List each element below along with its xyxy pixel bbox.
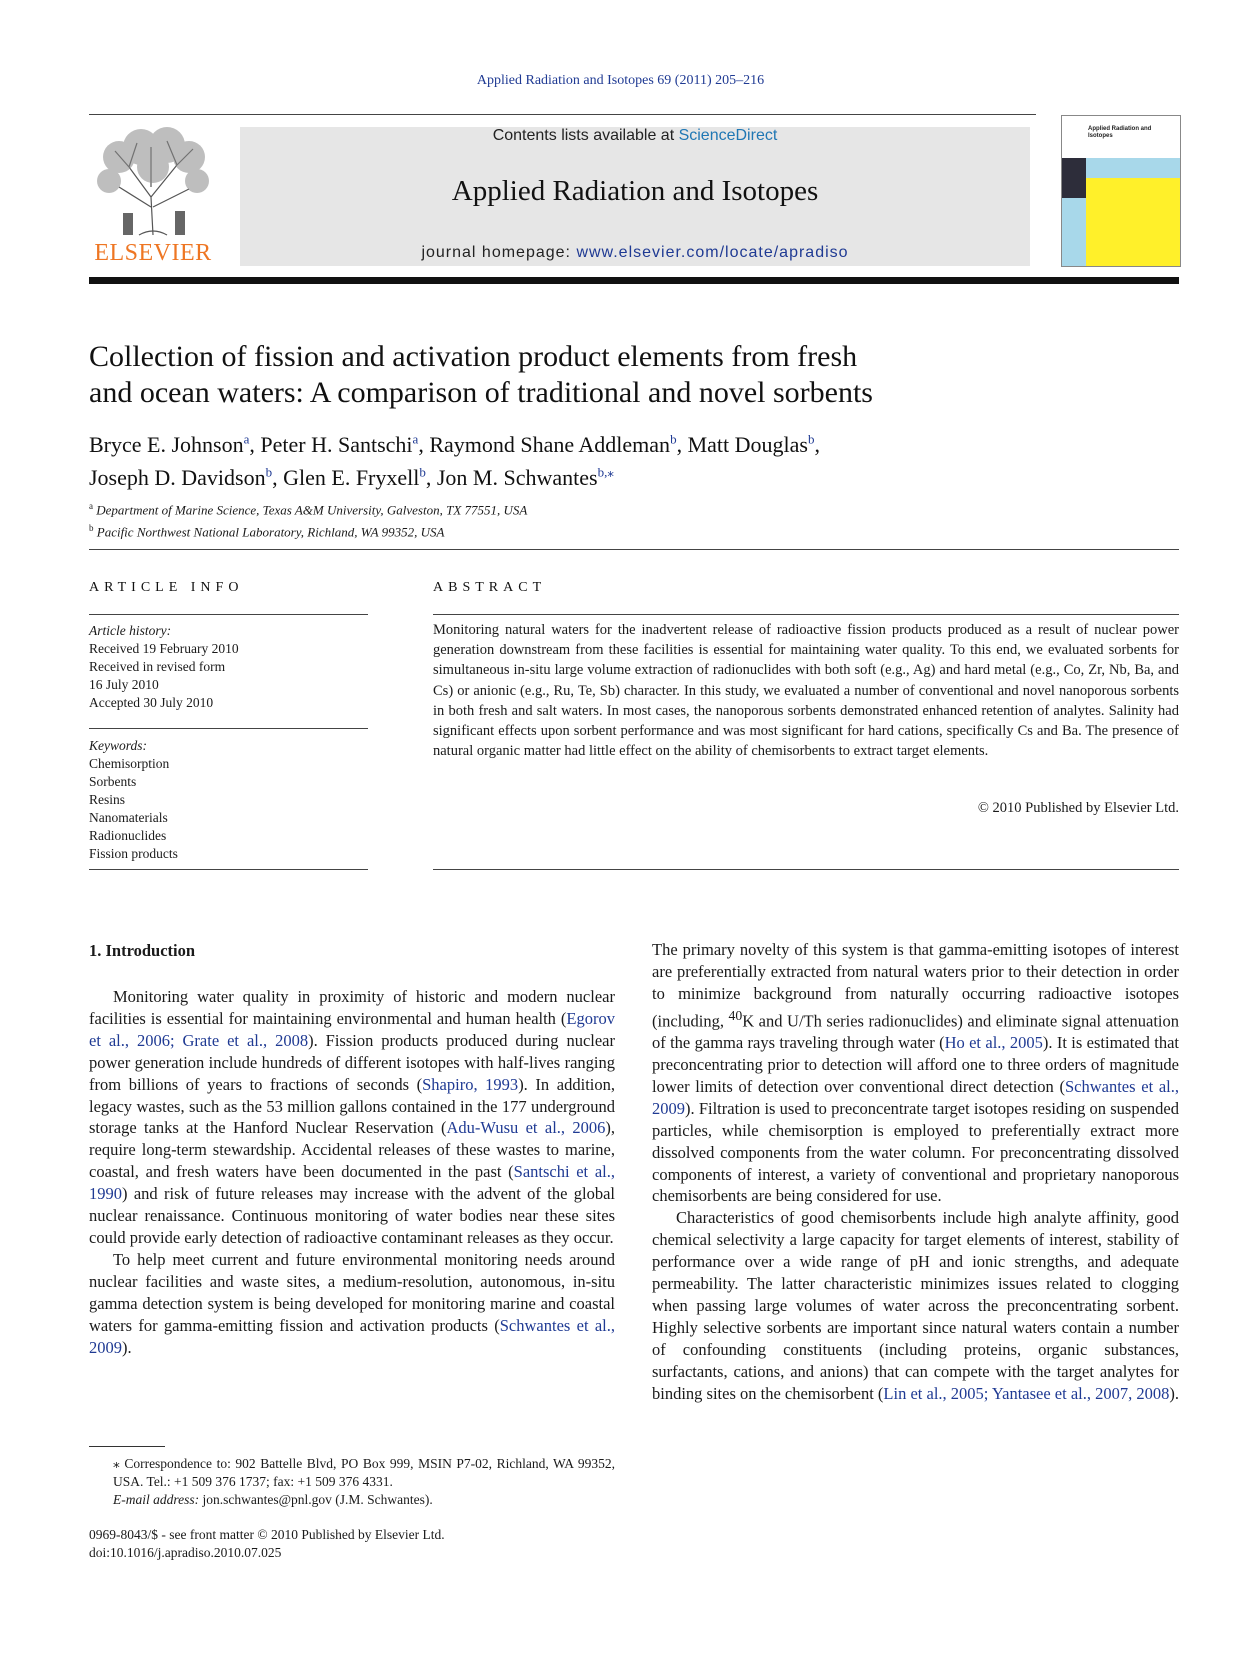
issn-line: 0969-8043/$ - see front matter © 2010 Published by Elsevier Ltd. xyxy=(89,1527,445,1542)
abstract-copyright: © 2010 Published by Elsevier Ltd. xyxy=(977,800,1179,816)
section-heading-introduction: 1. Introduction xyxy=(89,941,196,960)
doi-line[interactable]: doi:10.1016/j.apradiso.2010.07.025 xyxy=(89,1545,282,1560)
elsevier-tree-icon xyxy=(89,127,217,239)
author: Peter H. Santschi$^a$, xyxy=(260,432,430,458)
history-item: Received 19 February 2010 xyxy=(89,641,239,656)
text-run: ). In addition, legacy wastes, such as the 53 million gallons contained in the 177 underground storage tanks at the Hanford Nuclear Reservation ( xyxy=(89,1074,615,1138)
citation-link[interactable]: Adu-Wusu et al., 2006 xyxy=(446,1118,606,1138)
contents-line xyxy=(240,127,1030,145)
keywords xyxy=(89,737,368,863)
elsevier-logo xyxy=(89,127,217,267)
text-run: To help meet current and future environmental monitoring needs around nuclear facilities and waste sites, a medium-resolution, autonomous, in-situ gamma detection system is being developed for monitoring marine and coastal waters for gamma-emitting fission and activation products ( xyxy=(89,1249,615,1335)
citation-link[interactable]: Schwantes et al., 2009 xyxy=(89,1315,616,1357)
affiliation: $^b$ Pacific Northwest National Laboratory, Richland, WA 99352, USA xyxy=(89,523,445,540)
article-title xyxy=(89,339,1089,411)
history-item: Accepted 30 July 2010 xyxy=(89,695,214,710)
cover-title: Applied Radiation and Isotopes xyxy=(1088,126,1152,139)
text-run: Characteristics of good chemisorbents include high analyte affinity, good chemical selectivity a large capacity for target elements of interest, stability of performance over a wide range of pH and ionic strengths, and adequate permeability. The latter characteristic minimizes issues related to clogging when passing large volumes of water across the preconcentrating sorbent. Highly selective sorbents are important since natural waters contain a number of confounding constituents (including proteins, organic substances, surfactants, cations, and anions) that can compete with the target analytes for binding sites on the chemisorbent ( xyxy=(652,1208,1179,1403)
journal-masthead xyxy=(240,127,1030,266)
divider xyxy=(89,549,1179,550)
author: Bryce E. Johnson$^a$, xyxy=(89,432,261,458)
citation-link[interactable]: Santschi et al., 1990 xyxy=(89,1162,615,1204)
article-title-line-1: Collection of fission and activation product elements from fresh xyxy=(89,340,858,373)
paragraph xyxy=(652,939,1179,1207)
header-rule xyxy=(89,114,1036,115)
text-run: Monitoring water quality in proximity of historic and modern nuclear facilities is essential for maintaining environmental and human health ( xyxy=(89,987,615,1028)
body-column-left xyxy=(89,986,615,1358)
paragraph xyxy=(89,1249,615,1359)
keyword: Chemisorption xyxy=(89,756,170,771)
citation-link[interactable]: Lin et al., 2005; Yantasee et al., 2007, 2008 xyxy=(883,1383,1170,1403)
keyword: Resins xyxy=(89,792,126,807)
keyword: Fission products xyxy=(89,846,178,861)
journal-reference[interactable]: Applied Radiation and Isotopes 69 (2011) 205–216 xyxy=(476,73,765,88)
header-thick-rule xyxy=(89,277,1179,284)
footnote-address: ⁎ Correspondence to: 902 Battelle Blvd, PO Box 999, MSIN P7-02, Richland, WA 99352, USA. Tel.: +1 509 376 1737; fax: +1 509 376 4331. xyxy=(113,1456,615,1489)
homepage-link[interactable]: www.elsevier.com/locate/apradiso xyxy=(576,244,849,261)
front-matter xyxy=(89,1526,689,1562)
keyword: Sorbents xyxy=(89,774,137,789)
paragraph xyxy=(89,986,615,1249)
sciencedirect-link[interactable]: ScienceDirect xyxy=(678,127,778,144)
cover-yellow-panel xyxy=(1086,178,1180,266)
author-list xyxy=(89,426,1179,491)
author: Raymond Shane Addleman$^b$, xyxy=(429,432,688,458)
homepage-line xyxy=(240,244,1030,262)
citation-link[interactable]: Schwantes et al., 2009 xyxy=(652,1076,1179,1118)
divider xyxy=(433,869,1179,870)
article-info-heading: ARTICLE INFO xyxy=(89,580,244,595)
keywords-label: Keywords: xyxy=(89,738,147,753)
correspondence-footnote xyxy=(89,1455,615,1509)
abstract-text: Monitoring natural waters for the inadvertent release of radioactive fission products produced as a result of nuclear power generation downstream from these facilities is essential for maintaining water quality. To this end, we evaluated sorbents for simultaneous in-situ large volume extraction of radionuclides with both soft (e.g., Ag) and hard metal (e.g., Co, Zr, Nb, Ba, and Cs) or anionic (e.g., Ru, Te, Sb) character. In this study, we evaluated a number of conventional and novel nanoporous sorbents in both fresh and salt waters. In most cases, the nanoporous sorbents demonstrated enhanced retention of analytes. Salinity had significant effects upon sorbent performance and was most significant for hard cations, specifically Cs and Ba. The presence of natural organic matter had little effect on the ability of chemisorbents to extract target elements. xyxy=(433,622,1179,760)
citation-link[interactable]: Shapiro, 1993 xyxy=(422,1074,519,1094)
divider xyxy=(89,869,368,870)
paragraph xyxy=(652,1207,1179,1404)
author: Glen E. Fryxell$^b$, xyxy=(283,464,437,490)
affiliation: $^a$ Department of Marine Science, Texas A&M University, Galveston, TX 77551, USA xyxy=(89,501,528,518)
text-run: ). xyxy=(1169,1383,1180,1403)
text-run: K and U/Th series radionuclides) and eliminate signal attenuation of the gamma rays traveling through water ( xyxy=(652,1011,1179,1053)
text-run: ), require long-term stewardship. Accidental releases of these wastes to marine, coastal, and fresh waters have been documented in the past ( xyxy=(89,1118,616,1182)
history-item: Received in revised form xyxy=(89,659,226,674)
text-run: The primary novelty of this system is that gamma-emitting isotopes of interest are preferentially extracted from natural waters prior to their detection in order to minimize background from naturally occurring radioactive isotopes (including, xyxy=(652,940,1179,1031)
text-run: ). It is estimated that preconcentrating prior to detection will afford one to three orders of magnitude lower limits of detection over conventional direct detection ( xyxy=(652,1033,1179,1096)
cover-dark-panel xyxy=(1062,158,1086,198)
elsevier-wordmark: ELSEVIER xyxy=(94,240,212,266)
abstract-heading: ABSTRACT xyxy=(433,580,547,595)
citation-link[interactable]: Ho et al., 2005 xyxy=(944,1033,1043,1053)
citation-link[interactable]: Egorov et al., 2006; Grate et al., 2008 xyxy=(89,1008,615,1050)
journal-title: Applied Radiation and Isotopes xyxy=(451,175,819,207)
contents-prefix: Contents lists available at xyxy=(492,127,679,144)
keyword: Nanomaterials xyxy=(89,810,168,825)
text-run: ). Filtration is used to preconcentrate target isotopes residing on suspended particles, while chemisorption is employed to preferentially extract more dissolved components from the water column. For preconcentrating dissolved components of interest, a variety of conventional and proprietary nanoporous chemisorbents are being considered for use. xyxy=(652,1098,1179,1206)
article-history xyxy=(89,622,368,712)
journal-cover-thumbnail[interactable] xyxy=(1061,115,1181,267)
divider xyxy=(89,728,368,729)
body-column-right xyxy=(652,939,1179,1405)
affiliations xyxy=(89,497,989,542)
author: Jon M. Schwantes$^{b,⁎}$ xyxy=(436,464,614,490)
footnote-rule xyxy=(89,1446,165,1447)
author: Joseph D. Davidson$^b$, xyxy=(89,464,284,490)
history-item: 16 July 2010 xyxy=(89,677,159,692)
keyword: Radionuclides xyxy=(89,828,167,843)
text-run: ). Fission products produced during nuclear power generation include hundreds of different isotopes with half-lives ranging from billions of years to fractions of seconds ( xyxy=(89,1030,615,1094)
article-title-line-2: and ocean waters: A comparison of traditional and novel sorbents xyxy=(89,376,873,409)
footnote-email: E-mail address: jon.schwantes@pnl.gov (J.M. Schwantes). xyxy=(113,1492,433,1507)
divider xyxy=(89,614,368,615)
author: Matt Douglas$^b$, xyxy=(687,432,820,458)
superscript: 40 xyxy=(728,1007,743,1023)
text-run: ) and risk of future releases may increase with the advent of the global nuclear renaissance. Continuous monitoring of water bodies near these sites could provide early detection of radioactive contaminant releases as they occur. xyxy=(89,1184,615,1247)
divider xyxy=(433,614,1179,615)
text-run: ). xyxy=(122,1337,132,1357)
homepage-prefix: journal homepage: xyxy=(421,244,577,261)
history-label: Article history: xyxy=(89,623,172,638)
